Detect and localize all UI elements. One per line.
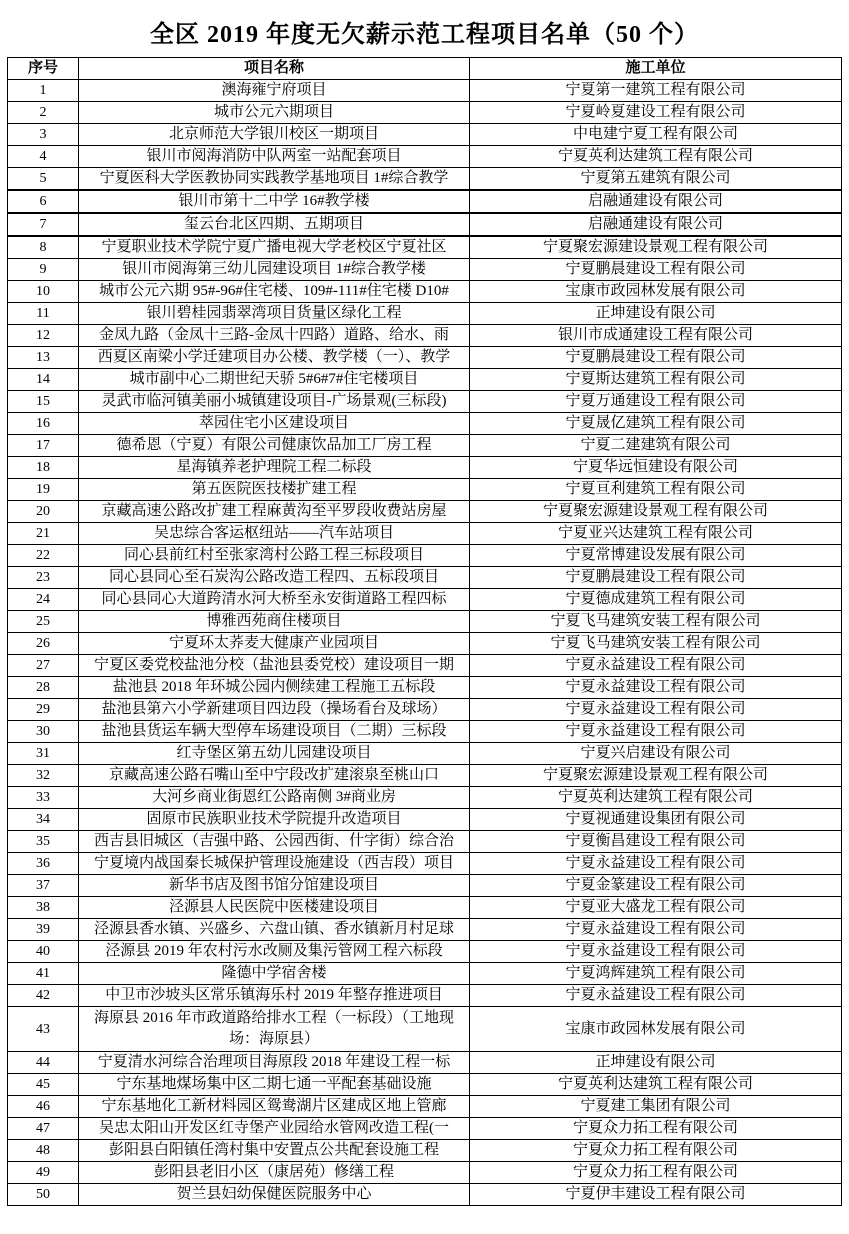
table-row	[8, 919, 842, 941]
table-row	[8, 479, 842, 501]
cell-construction-unit: 宁夏晟亿建筑工程有限公司	[470, 413, 842, 435]
table-row	[8, 325, 842, 347]
table-row	[8, 102, 842, 124]
cell-no: 25	[8, 611, 79, 633]
cell-no: 27	[8, 655, 79, 677]
cell-project-name: 中卫市沙坡头区常乐镇海乐村 2019 年整存推进项目	[79, 985, 470, 1007]
cell-no: 43	[8, 1007, 79, 1052]
cell-no: 47	[8, 1118, 79, 1140]
table-row	[8, 124, 842, 146]
table-row	[8, 190, 842, 213]
cell-no: 31	[8, 743, 79, 765]
cell-construction-unit: 宁夏鹏晨建设工程有限公司	[470, 567, 842, 589]
table-row	[8, 1118, 842, 1140]
cell-project-name: 固原市民族职业技术学院提升改造项目	[79, 809, 470, 831]
cell-construction-unit: 宁夏鸿辉建筑工程有限公司	[470, 963, 842, 985]
cell-no: 24	[8, 589, 79, 611]
table-row	[8, 1140, 842, 1162]
cell-no: 39	[8, 919, 79, 941]
cell-construction-unit: 银川市成通建设工程有限公司	[470, 325, 842, 347]
cell-project-name: 宁夏清水河综合治理项目海原段 2018 年建设工程一标	[79, 1052, 470, 1074]
cell-no: 41	[8, 963, 79, 985]
cell-no: 35	[8, 831, 79, 853]
cell-construction-unit: 宁夏永益建设工程有限公司	[470, 699, 842, 721]
table-row	[8, 281, 842, 303]
cell-no: 40	[8, 941, 79, 963]
cell-project-name: 城市副中心二期世纪天骄 5#6#7#住宅楼项目	[79, 369, 470, 391]
cell-project-name: 博雅西苑商住楼项目	[79, 611, 470, 633]
cell-construction-unit: 中电建宁夏工程有限公司	[470, 124, 842, 146]
table-row	[8, 347, 842, 369]
cell-construction-unit: 宁夏永益建设工程有限公司	[470, 985, 842, 1007]
project-table-body	[8, 80, 842, 1206]
cell-project-name: 金凤九路（金凤十三路-金凤十四路）道路、给水、雨	[79, 325, 470, 347]
cell-construction-unit: 宁夏建工集团有限公司	[470, 1096, 842, 1118]
cell-construction-unit: 宁夏第一建筑工程有限公司	[470, 80, 842, 102]
cell-project-name: 宁夏医科大学医教协同实践教学基地项目 1#综合教学	[79, 168, 470, 191]
cell-no: 48	[8, 1140, 79, 1162]
cell-project-name: 大河乡商业街恩红公路南侧 3#商业房	[79, 787, 470, 809]
cell-construction-unit: 宁夏金篆建设工程有限公司	[470, 875, 842, 897]
cell-no: 36	[8, 853, 79, 875]
table-row	[8, 435, 842, 457]
cell-project-name: 银川市阅海消防中队两室一站配套项目	[79, 146, 470, 168]
cell-project-name: 新华书店及图书馆分馆建设项目	[79, 875, 470, 897]
cell-no: 7	[8, 213, 79, 236]
cell-no: 49	[8, 1162, 79, 1184]
table-header	[8, 58, 842, 80]
cell-no: 45	[8, 1074, 79, 1096]
cell-construction-unit: 宁夏亚兴达建筑工程有限公司	[470, 523, 842, 545]
cell-project-name: 西吉县旧城区（吉强中路、公园西街、什字街）综合治	[79, 831, 470, 853]
table-row	[8, 721, 842, 743]
table-row	[8, 236, 842, 259]
table-row	[8, 633, 842, 655]
cell-no: 6	[8, 190, 79, 213]
cell-no: 20	[8, 501, 79, 523]
cell-no: 30	[8, 721, 79, 743]
cell-no: 38	[8, 897, 79, 919]
cell-project-name: 同心县同心至石炭沟公路改造工程四、五标段项目	[79, 567, 470, 589]
table-row	[8, 80, 842, 102]
cell-project-name: 第五医院医技楼扩建工程	[79, 479, 470, 501]
cell-construction-unit: 宁夏永益建设工程有限公司	[470, 919, 842, 941]
table-row	[8, 303, 842, 325]
header-company: 施工单位	[470, 58, 842, 80]
cell-no: 19	[8, 479, 79, 501]
table-row	[8, 168, 842, 191]
cell-no: 5	[8, 168, 79, 191]
cell-construction-unit: 宁夏德成建筑工程有限公司	[470, 589, 842, 611]
cell-no: 8	[8, 236, 79, 259]
cell-no: 17	[8, 435, 79, 457]
cell-no: 33	[8, 787, 79, 809]
cell-no: 15	[8, 391, 79, 413]
cell-construction-unit: 宁夏岭夏建设工程有限公司	[470, 102, 842, 124]
cell-construction-unit: 宁夏斯达建筑工程有限公司	[470, 369, 842, 391]
cell-project-name: 同心县同心大道跨清水河大桥至永安街道路工程四标	[79, 589, 470, 611]
table-row	[8, 699, 842, 721]
cell-no: 29	[8, 699, 79, 721]
cell-project-name: 银川碧桂园翡翠湾项目货量区绿化工程	[79, 303, 470, 325]
table-row	[8, 985, 842, 1007]
cell-project-name: 吴忠太阳山开发区红寺堡产业园给水管网改造工程(一	[79, 1118, 470, 1140]
table-row	[8, 589, 842, 611]
cell-construction-unit: 正坤建设有限公司	[470, 1052, 842, 1074]
cell-project-name: 星海镇养老护理院工程二标段	[79, 457, 470, 479]
cell-no: 11	[8, 303, 79, 325]
table-row	[8, 1162, 842, 1184]
cell-construction-unit: 宁夏二建建筑有限公司	[470, 435, 842, 457]
cell-project-name: 彭阳县白阳镇任湾村集中安置点公共配套设施工程	[79, 1140, 470, 1162]
table-row	[8, 259, 842, 281]
cell-construction-unit: 宁夏飞马建筑安装工程有限公司	[470, 633, 842, 655]
cell-project-name: 贺兰县妇幼保健医院服务中心	[79, 1184, 470, 1206]
table-row	[8, 677, 842, 699]
table-row	[8, 655, 842, 677]
cell-no: 10	[8, 281, 79, 303]
cell-project-name: 泾源县人民医院中医楼建设项目	[79, 897, 470, 919]
table-row	[8, 941, 842, 963]
cell-construction-unit: 宁夏永益建设工程有限公司	[470, 655, 842, 677]
page-title: 全区 2019 年度无欠薪示范工程项目名单（50 个）	[150, 22, 699, 48]
header-no: 序号	[8, 58, 79, 80]
table-row	[8, 831, 842, 853]
cell-construction-unit: 宁夏衡昌建设工程有限公司	[470, 831, 842, 853]
cell-no: 22	[8, 545, 79, 567]
cell-project-name: 宁夏环太荞麦大健康产业园项目	[79, 633, 470, 655]
cell-project-name: 宁夏区委党校盐池分校（盐池县委党校）建设项目一期	[79, 655, 470, 677]
cell-project-name: 城市公元六期 95#-96#住宅楼、109#-111#住宅楼 D10#	[79, 281, 470, 303]
cell-construction-unit: 宁夏伊丰建设工程有限公司	[470, 1184, 842, 1206]
cell-no: 50	[8, 1184, 79, 1206]
cell-no: 21	[8, 523, 79, 545]
table-row	[8, 963, 842, 985]
cell-project-name: 宁夏职业技术学院宁夏广播电视大学老校区宁夏社区	[79, 236, 470, 259]
cell-construction-unit: 宁夏众力拓工程有限公司	[470, 1118, 842, 1140]
cell-construction-unit: 宁夏万通建设工程有限公司	[470, 391, 842, 413]
header-project: 项目名称	[79, 58, 470, 80]
cell-construction-unit: 启融通建设有限公司	[470, 190, 842, 213]
cell-no: 32	[8, 765, 79, 787]
cell-construction-unit: 宁夏华远恒建设有限公司	[470, 457, 842, 479]
cell-project-name: 宁东基地化工新材料园区鸳鸯湖片区建成区地上管廊	[79, 1096, 470, 1118]
cell-construction-unit: 宁夏聚宏源建设景观工程有限公司	[470, 236, 842, 259]
table-row	[8, 809, 842, 831]
cell-project-name: 吴忠综合客运枢纽站——汽车站项目	[79, 523, 470, 545]
cell-construction-unit: 宁夏兴启建设有限公司	[470, 743, 842, 765]
table-row	[8, 787, 842, 809]
table-row	[8, 1052, 842, 1074]
table-row	[8, 146, 842, 168]
cell-project-name: 彭阳县老旧小区（康居苑）修缮工程	[79, 1162, 470, 1184]
cell-project-name: 京藏高速公路石嘴山至中宁段改扩建滚泉至桃山口	[79, 765, 470, 787]
table-row	[8, 897, 842, 919]
cell-construction-unit: 宁夏英利达建筑工程有限公司	[470, 1074, 842, 1096]
cell-construction-unit: 宁夏鹏晨建设工程有限公司	[470, 259, 842, 281]
table-row	[8, 611, 842, 633]
cell-project-name: 京藏高速公路改扩建工程麻黄沟至平罗段收费站房屋	[79, 501, 470, 523]
cell-project-name: 萃园住宅小区建设项目	[79, 413, 470, 435]
table-row	[8, 1096, 842, 1118]
cell-no: 42	[8, 985, 79, 1007]
cell-construction-unit: 宁夏永益建设工程有限公司	[470, 853, 842, 875]
cell-construction-unit: 宁夏聚宏源建设景观工程有限公司	[470, 765, 842, 787]
table-row	[8, 743, 842, 765]
cell-no: 9	[8, 259, 79, 281]
table-row	[8, 413, 842, 435]
cell-project-name: 德希恩（宁夏）有限公司健康饮品加工厂房工程	[79, 435, 470, 457]
table-row	[8, 1007, 842, 1052]
cell-construction-unit: 宁夏鹏晨建设工程有限公司	[470, 347, 842, 369]
cell-project-name: 红寺堡区第五幼儿园建设项目	[79, 743, 470, 765]
table-row	[8, 501, 842, 523]
cell-construction-unit: 宝康市政园林发展有限公司	[470, 281, 842, 303]
cell-no: 14	[8, 369, 79, 391]
cell-project-name: 灵武市临河镇美丽小城镇建设项目-广场景观(三标段)	[79, 391, 470, 413]
cell-construction-unit: 宁夏英利达建筑工程有限公司	[470, 146, 842, 168]
cell-no: 44	[8, 1052, 79, 1074]
cell-project-name: 泾源县 2019 年农村污水改厕及集污管网工程六标段	[79, 941, 470, 963]
cell-project-name: 隆德中学宿舍楼	[79, 963, 470, 985]
cell-no: 34	[8, 809, 79, 831]
cell-construction-unit: 宁夏众力拓工程有限公司	[470, 1140, 842, 1162]
table-row	[8, 567, 842, 589]
header-row	[8, 58, 842, 80]
cell-no: 16	[8, 413, 79, 435]
cell-construction-unit: 宁夏亘利建筑工程有限公司	[470, 479, 842, 501]
cell-project-name: 玺云台北区四期、五期项目	[79, 213, 470, 236]
table-row	[8, 1184, 842, 1206]
table-row	[8, 875, 842, 897]
cell-construction-unit: 宁夏英利达建筑工程有限公司	[470, 787, 842, 809]
cell-construction-unit: 宁夏飞马建筑安装工程有限公司	[470, 611, 842, 633]
cell-project-name: 泾源县香水镇、兴盛乡、六盘山镇、香水镇新月村足球	[79, 919, 470, 941]
cell-project-name: 澳海雍宁府项目	[79, 80, 470, 102]
cell-no: 12	[8, 325, 79, 347]
cell-project-name: 海原县 2016 年市政道路给排水工程（一标段）（工地现场：海原县）	[79, 1007, 470, 1052]
cell-construction-unit: 宁夏常博建设发展有限公司	[470, 545, 842, 567]
table-row	[8, 457, 842, 479]
cell-construction-unit: 启融通建设有限公司	[470, 213, 842, 236]
table-row	[8, 523, 842, 545]
cell-project-name: 宁东基地煤场集中区二期七通一平配套基础设施	[79, 1074, 470, 1096]
cell-construction-unit: 宁夏亚大盛龙工程有限公司	[470, 897, 842, 919]
cell-no: 2	[8, 102, 79, 124]
cell-no: 26	[8, 633, 79, 655]
cell-no: 4	[8, 146, 79, 168]
cell-no: 3	[8, 124, 79, 146]
cell-construction-unit: 正坤建设有限公司	[470, 303, 842, 325]
cell-no: 23	[8, 567, 79, 589]
cell-construction-unit: 宁夏众力拓工程有限公司	[470, 1162, 842, 1184]
cell-project-name: 西夏区南梁小学迁建项目办公楼、教学楼（一）、教学	[79, 347, 470, 369]
table-row	[8, 545, 842, 567]
cell-no: 18	[8, 457, 79, 479]
cell-project-name: 银川市第十二中学 16#教学楼	[79, 190, 470, 213]
cell-project-name: 同心县前红村至张家湾村公路工程三标段项目	[79, 545, 470, 567]
cell-project-name: 城市公元六期项目	[79, 102, 470, 124]
table-row	[8, 391, 842, 413]
cell-project-name: 北京师范大学银川校区一期项目	[79, 124, 470, 146]
table-row	[8, 853, 842, 875]
cell-construction-unit: 宝康市政园林发展有限公司	[470, 1007, 842, 1052]
cell-construction-unit: 宁夏聚宏源建设景观工程有限公司	[470, 501, 842, 523]
table-row	[8, 1074, 842, 1096]
cell-no: 28	[8, 677, 79, 699]
cell-no: 13	[8, 347, 79, 369]
table-row	[8, 765, 842, 787]
cell-construction-unit: 宁夏永益建设工程有限公司	[470, 677, 842, 699]
cell-construction-unit: 宁夏视通建设集团有限公司	[470, 809, 842, 831]
cell-project-name: 盐池县 2018 年环城公园内侧续建工程施工五标段	[79, 677, 470, 699]
project-table	[7, 57, 842, 1206]
table-row	[8, 369, 842, 391]
cell-construction-unit: 宁夏永益建设工程有限公司	[470, 721, 842, 743]
cell-no: 37	[8, 875, 79, 897]
cell-construction-unit: 宁夏第五建筑有限公司	[470, 168, 842, 191]
cell-project-name: 盐池县第六小学新建项目四边段（操场看台及球场）	[79, 699, 470, 721]
cell-no: 1	[8, 80, 79, 102]
cell-project-name: 银川市阅海第三幼儿园建设项目 1#综合教学楼	[79, 259, 470, 281]
table-row	[8, 213, 842, 236]
cell-project-name: 宁夏境内战国秦长城保护管理设施建设（西吉段）项目	[79, 853, 470, 875]
cell-no: 46	[8, 1096, 79, 1118]
cell-construction-unit: 宁夏永益建设工程有限公司	[470, 941, 842, 963]
cell-project-name: 盐池县货运车辆大型停车场建设项目（二期）三标段	[79, 721, 470, 743]
